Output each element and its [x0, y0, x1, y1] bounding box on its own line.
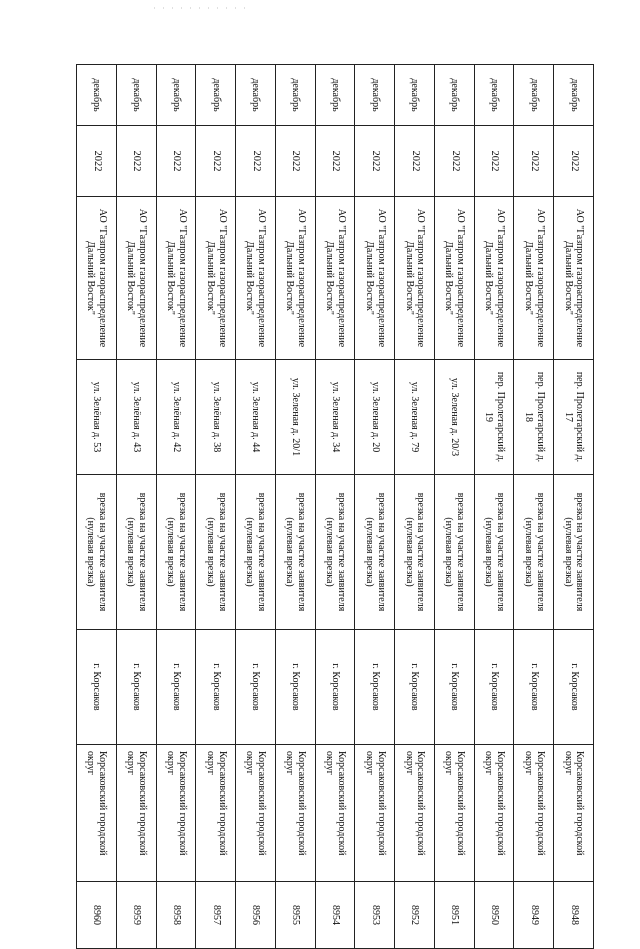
address-cell: ул. Зеленая д. 20/3: [434, 360, 474, 475]
year-cell: 2022: [395, 126, 435, 197]
address-cell: ул. Зеленая д. 20/1: [275, 360, 315, 475]
city-cell: г. Корсаков: [196, 630, 236, 745]
table-row: [116, 65, 156, 949]
organization-cell: АО "Газпром газораспределение Дальний Восток": [196, 197, 236, 360]
table-row: [355, 65, 395, 949]
row-number-cell: 8957: [196, 882, 236, 949]
organization-cell: АО "Газпром газораспределение Дальний Восток": [116, 197, 156, 360]
organization-cell: АО "Газпром газораспределение Дальний Восток": [474, 197, 514, 360]
work-type-cell: врезка на участке заявителя (нулевая врезка): [315, 475, 355, 630]
organization-cell: АО "Газпром газораспределение Дальний Восток": [514, 197, 554, 360]
row-number-cell: 8959: [116, 882, 156, 949]
table-row: [395, 65, 435, 949]
year-cell: 2022: [156, 126, 196, 197]
month-cell: декабрь: [434, 65, 474, 126]
scan-artifact: [150, 6, 250, 10]
city-cell: г. Корсаков: [236, 630, 276, 745]
city-cell: г. Корсаков: [355, 630, 395, 745]
district-cell: Корсаковский городской округ: [434, 745, 474, 882]
year-cell: 2022: [315, 126, 355, 197]
month-cell: декабрь: [474, 65, 514, 126]
table-body: [77, 65, 594, 949]
organization-cell: АО "Газпром газораспределение Дальний Восток": [77, 197, 117, 360]
address-cell: пер. Пролетарский д. 18: [514, 360, 554, 475]
year-cell: 2022: [275, 126, 315, 197]
row-number-cell: 8951: [434, 882, 474, 949]
city-cell: г. Корсаков: [156, 630, 196, 745]
district-cell: Корсаковский городской округ: [554, 745, 594, 882]
address-cell: ул. Зеленая д. 79: [395, 360, 435, 475]
address-cell: ул. Зеленая д. 34: [315, 360, 355, 475]
district-cell: Корсаковский городской округ: [77, 745, 117, 882]
district-cell: Корсаковский городской округ: [355, 745, 395, 882]
table-row: [315, 65, 355, 949]
work-type-cell: врезка на участке заявителя (нулевая врезка): [116, 475, 156, 630]
year-cell: 2022: [474, 126, 514, 197]
work-type-cell: врезка на участке заявителя (нулевая врезка): [395, 475, 435, 630]
district-cell: Корсаковский городской округ: [315, 745, 355, 882]
table-row: [196, 65, 236, 949]
city-cell: г. Корсаков: [434, 630, 474, 745]
city-cell: г. Корсаков: [474, 630, 514, 745]
address-cell: ул. Зелёная д. 38: [196, 360, 236, 475]
table-row: [77, 65, 117, 949]
year-cell: 2022: [554, 126, 594, 197]
district-cell: Корсаковский городской округ: [275, 745, 315, 882]
year-cell: 2022: [355, 126, 395, 197]
month-cell: декабрь: [554, 65, 594, 126]
month-cell: декабрь: [395, 65, 435, 126]
address-cell: ул. Зелёная д. 53: [77, 360, 117, 475]
address-cell: ул. Зелёная д. 43: [116, 360, 156, 475]
district-cell: Корсаковский городской округ: [236, 745, 276, 882]
address-cell: ул. Зеленая д. 20: [355, 360, 395, 475]
row-number-cell: 8953: [355, 882, 395, 949]
city-cell: г. Корсаков: [116, 630, 156, 745]
month-cell: декабрь: [116, 65, 156, 126]
row-number-cell: 8960: [77, 882, 117, 949]
city-cell: г. Корсаков: [77, 630, 117, 745]
organization-cell: АО "Газпром газораспределение Дальний Восток": [395, 197, 435, 360]
city-cell: г. Корсаков: [395, 630, 435, 745]
organization-cell: АО "Газпром газораспределение Дальний Восток": [315, 197, 355, 360]
table-row: [275, 65, 315, 949]
work-type-cell: врезка на участке заявителя (нулевая врезка): [514, 475, 554, 630]
district-cell: Корсаковский городской округ: [474, 745, 514, 882]
work-type-cell: врезка на участке заявителя (нулевая врезка): [474, 475, 514, 630]
table-row: [474, 65, 514, 949]
city-cell: г. Корсаков: [275, 630, 315, 745]
district-cell: Корсаковский городской округ: [156, 745, 196, 882]
table-row: [554, 65, 594, 949]
organization-cell: АО "Газпром газораспределение Дальний Восток": [236, 197, 276, 360]
district-cell: Корсаковский городской округ: [395, 745, 435, 882]
year-cell: 2022: [77, 126, 117, 197]
organization-cell: АО "Газпром газораспределение Дальний Восток": [275, 197, 315, 360]
work-type-cell: врезка на участке заявителя (нулевая врезка): [156, 475, 196, 630]
row-number-cell: 8954: [315, 882, 355, 949]
month-cell: декабрь: [514, 65, 554, 126]
row-number-cell: 8949: [514, 882, 554, 949]
year-cell: 2022: [196, 126, 236, 197]
organization-cell: АО "Газпром газораспределение Дальний Восток": [434, 197, 474, 360]
year-cell: 2022: [514, 126, 554, 197]
address-cell: пер. Пролетарский д. 19: [474, 360, 514, 475]
month-cell: декабрь: [236, 65, 276, 126]
table-row: [156, 65, 196, 949]
row-number-cell: 8956: [236, 882, 276, 949]
address-cell: ул. Зеленая д. 44: [236, 360, 276, 475]
organization-cell: АО "Газпром газораспределение Дальний Восток": [554, 197, 594, 360]
table-row: [434, 65, 474, 949]
district-cell: Корсаковский городской округ: [514, 745, 554, 882]
year-cell: 2022: [236, 126, 276, 197]
work-type-cell: врезка на участке заявителя (нулевая врезка): [554, 475, 594, 630]
month-cell: декабрь: [275, 65, 315, 126]
month-cell: декабрь: [355, 65, 395, 126]
organization-cell: АО "Газпром газораспределение Дальний Восток": [355, 197, 395, 360]
organization-cell: АО "Газпром газораспределение Дальний Восток": [156, 197, 196, 360]
month-cell: декабрь: [196, 65, 236, 126]
row-number-cell: 8955: [275, 882, 315, 949]
work-type-cell: врезка на участке заявителя (нулевая врезка): [275, 475, 315, 630]
row-number-cell: 8952: [395, 882, 435, 949]
row-number-cell: 8950: [474, 882, 514, 949]
district-cell: Корсаковский городской округ: [196, 745, 236, 882]
rotated-table-wrapper: [76, 64, 594, 925]
city-cell: г. Корсаков: [514, 630, 554, 745]
year-cell: 2022: [434, 126, 474, 197]
gas-connection-table: [76, 64, 594, 949]
work-type-cell: врезка на участке заявителя (нулевая врезка): [355, 475, 395, 630]
month-cell: декабрь: [156, 65, 196, 126]
row-number-cell: 8948: [554, 882, 594, 949]
month-cell: декабрь: [315, 65, 355, 126]
city-cell: г. Корсаков: [554, 630, 594, 745]
work-type-cell: врезка на участке заявителя (нулевая врезка): [434, 475, 474, 630]
table-row: [236, 65, 276, 949]
table-row: [514, 65, 554, 949]
district-cell: Корсаковский городской округ: [116, 745, 156, 882]
address-cell: пер. Пролетарский д. 17: [554, 360, 594, 475]
work-type-cell: врезка на участке заявителя (нулевая врезка): [196, 475, 236, 630]
address-cell: ул. Зелёная д. 42: [156, 360, 196, 475]
work-type-cell: врезка на участке заявителя (нулевая врезка): [236, 475, 276, 630]
month-cell: декабрь: [77, 65, 117, 126]
work-type-cell: врезка на участке заявителя (нулевая врезка): [77, 475, 117, 630]
city-cell: г. Корсаков: [315, 630, 355, 745]
year-cell: 2022: [116, 126, 156, 197]
row-number-cell: 8958: [156, 882, 196, 949]
